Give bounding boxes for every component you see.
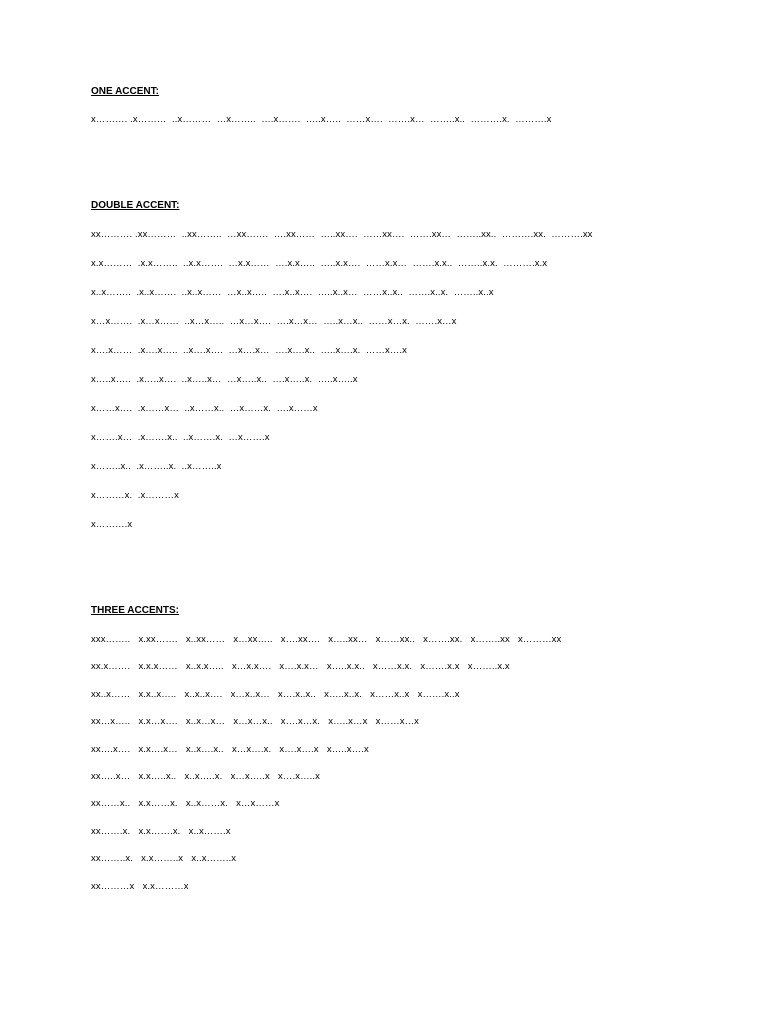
double-accent-heading: DOUBLE ACCENT: [91, 200, 180, 211]
pattern-line: x…x……. .x…x…… ..x…x….. …x…x…. ….x…x… …..x…x.. ……x…x. …….x…x [91, 316, 457, 327]
pattern-line: xx…x….. x.x…x…. x..x…x… x…x…x.. x….x…x. x…..x…x x……x…x [91, 716, 420, 728]
pattern-line: xx………. .xx……… ..xx…….. …xx……. ….xx…… …..xx…. ……xx…. …….xx… ……..xx.. ……….xx. ……….xx [91, 229, 593, 240]
one-accent-section [91, 86, 552, 126]
pattern-line: xx……..x. x.x……..x x..x……..x [91, 853, 237, 865]
pattern-line: xx…….x. x.x…….x. x..x…….x [91, 825, 231, 837]
pattern-line: x..x…….. .x..x……. ..x..x…… …x..x….. ….x..x…. …..x..x… ……x..x.. …….x..x. ……..x..x [91, 287, 494, 298]
pattern-line: x….x…… .x….x….. ..x….x…. …x….x… ….x….x.. …..x….x. ……x….x [91, 345, 408, 356]
pattern-line: xx…..x… x.x…..x.. x..x…..x. x…x…..x x….x…..x [91, 770, 320, 782]
pattern-line: xxx…….. x.xx……. x..xx…… x…xx….. x….xx…. x…..xx… x……xx.. x…….xx. x……..xx x………xx [91, 634, 562, 645]
pattern-line: x……….x [91, 519, 133, 530]
pattern-line: xx.x……. x.x.x…… x..x.x….. x…x.x…. x….x.x… x…..x.x.. x……x.x. x…….x.x x……..x.x [91, 661, 510, 673]
three-accents-section [91, 605, 561, 908]
pattern-line: x…….x… .x…….x.. ..x…….x. …x…….x [91, 432, 270, 443]
pattern-line: xx……x.. x.x……x. x..x……x. x…x……x [91, 798, 280, 810]
pattern-line: x………x. .x………x [91, 490, 179, 501]
double-accent-section [91, 200, 593, 548]
pattern-line: x…..x….. .x…..x…. ..x…..x… …x…..x.. ….x…..x. …..x…..x [91, 374, 358, 385]
pattern-line: xx..x…… x.x..x….. x..x..x…. x…x..x… x….x..x.. x…..x..x. x……x..x x…….x..x [91, 688, 460, 700]
pattern-line: x.x……… .x.x…….. ..x.x……. …x.x…… ….x.x….. …..x.x…. ……x.x… …….x.x.. ……..x.x. ……….x.x [91, 258, 548, 269]
pattern-line: x……x…. .x……x… ..x……x.. …x……x. ….x……x [91, 403, 318, 414]
pattern-line: xx….x…. x.x….x… x..x….x.. x…x….x. x….x….x x…..x….x [91, 743, 369, 755]
three-accents-heading: THREE ACCENTS: [91, 605, 179, 616]
pattern-line: xx………x x.x………x [91, 880, 189, 892]
pattern-line: x………. .x……… ..x……… …x…….. ….x……. …..x….. ……x…. …….x… ……..x.. ……….x. ……….x [91, 114, 552, 125]
one-accent-heading: ONE ACCENT: [91, 86, 159, 97]
pattern-line: x……..x.. .x……..x. ..x……..x [91, 461, 222, 472]
